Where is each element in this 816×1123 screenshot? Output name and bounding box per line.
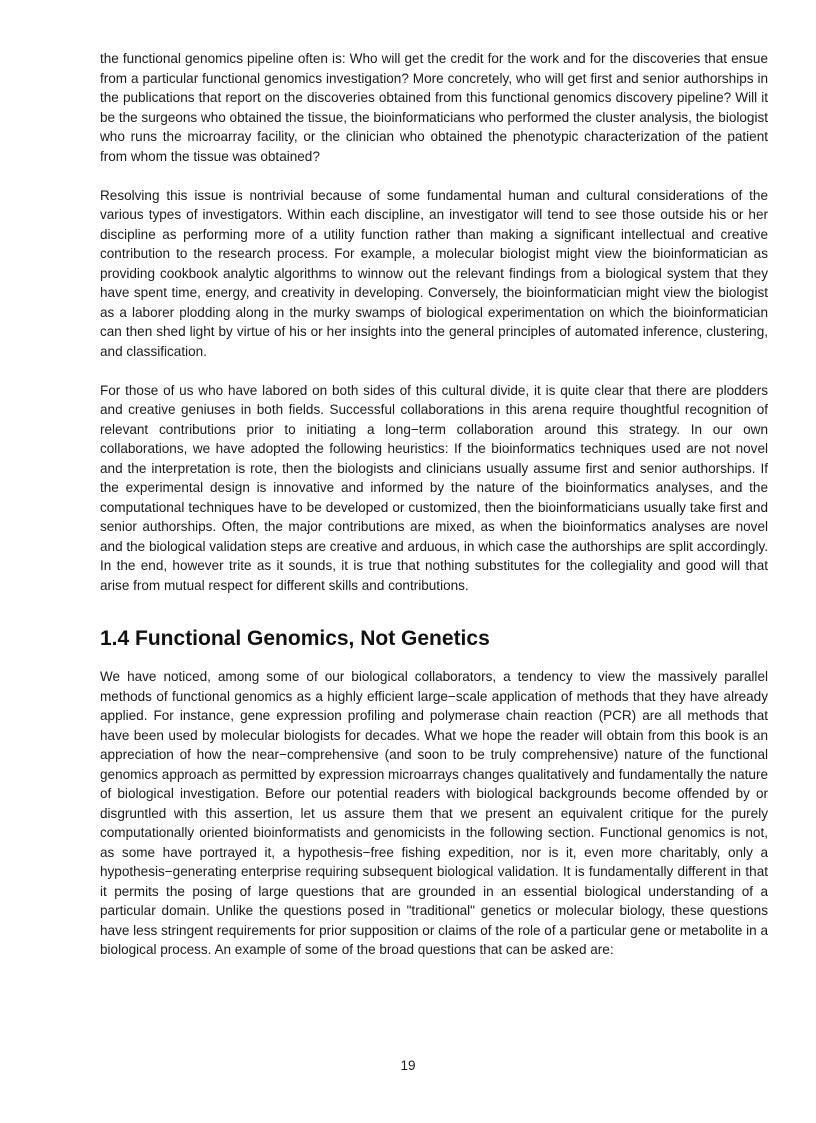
paragraph-cultural-considerations: Resolving this issue is nontrivial because of some fundamental human and cultural considerations of the various types of investigators. Within each discipline, an investigator will tend to see those outside his or her discipline as performing more of a utility function rather than making a significant intellectual and creative contribution to the research process. For example, a molecular biologist might view the bioinformatician as providing cookbook analytic algorithms to winnow out the relevant findings from a biological system that they have spent time, energy, and creativity in developing. Conversely, the bioinformatician might view the biologist as a laborer plodding along in the murky swamps of biological experimentation on which the bioinformatician can then shed light by virtue of his or her insights into the general principles of automated inference, clustering, and classification. [100,187,768,359]
page-number: 19 [400,1058,416,1073]
section-heading: 1.4 Functional Genomics, Not Genetics [100,627,490,650]
paragraph-authorship-heuristics: For those of us who have labored on both sides of this cultural divide, it is quite clear that there are plodders and creative geniuses in both fields. Successful collaborations in this arena require thoughtful recognition of relevant contributions prior to initiating a long−term collaboration around this strategy. In our own collaborations, we have adopted the following heuristics: If the bioinformatics techniques used are not novel and the interpretation is rote, then the biologists and clinicians usually assume first and senior authorships. If the experimental design is innovative and informed by the nature of the bioinformatics analyses, and the computational techniques have to be developed or customized, then the bioinformaticians usually take first and senior authorships. Often, the major contributions are mixed, as when the bioinformatics analyses are novel and the biological validation steps are creative and arduous, in which case the authorships are split accordingly. In the end, however trite as it sounds, it is true that nothing substitutes for the collegiality and good will that arise from mutual respect for different skills and contributions. [100,382,768,593]
paragraph-credit-question: the functional genomics pipeline often is: Who will get the credit for the work and for the discoveries that ensue from a particular functional genomics investigation? More concretely, who will get first and senior authorships in the publications that report on the discoveries obtained from this functional genomics discovery pipeline? Will it be the surgeons who obtained the tissue, the bioinformaticians who performed the cluster analysis, the biologist who runs the microarray facility, or the clinician who obtained the phenotypic characterization of the patient from whom the tissue was obtained? [100,51,768,164]
page-body [100,49,768,979]
paragraph-functional-genomics: We have noticed, among some of our biological collaborators, a tendency to view the massively parallel methods of functional genomics as a highly efficient large−scale application of methods that they have already applied. For instance, gene expression profiling and polymerase chain reaction (PCR) are all methods that have been used by molecular biologists for decades. What we hope the reader will obtain from this book is an appreciation of how the near−comprehensive (and soon to be truly comprehensive) nature of the functional genomics approach as permitted by expression microarrays changes qualitatively and fundamentally the nature of biological investigation. Before our potential readers with biological backgrounds become offended by or disgruntled with this assertion, let us assure them that we present an equivalent critique for the purely computationally oriented bioinformatists and genomicists in the following section. Functional genomics is not, as some have portrayed it, a hypothesis−free fishing expedition, nor is it, even more charitably, only a hypothesis−generating enterprise requiring subsequent biological validation. It is fundamentally different in that it permits the posing of large questions that are grounded in an essential biological understanding of a particular domain. Unlike the questions posed in "traditional" genetics or molecular biology, these questions have less stringent requirements for prior supposition or claims of the role of a particular gene or metabolite in a biological process. An example of some of the broad questions that can be asked are: [100,669,768,957]
